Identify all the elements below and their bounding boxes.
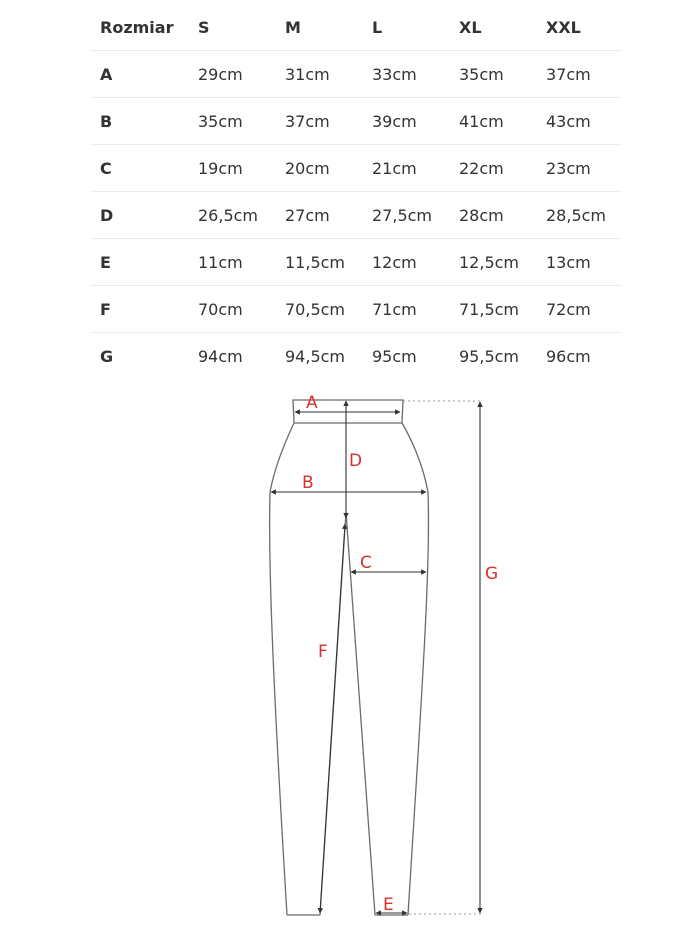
table-cell: 96cm bbox=[546, 346, 591, 366]
guide-lines bbox=[403, 401, 482, 914]
label-d: D bbox=[349, 451, 363, 471]
table-cell: 71,5cm bbox=[449, 286, 536, 333]
leggings-diagram-svg bbox=[0, 380, 700, 933]
table-cell: 35cm bbox=[188, 98, 275, 145]
table-cell: 28cm bbox=[449, 192, 536, 239]
header-xl: XL bbox=[449, 4, 536, 51]
table-cell: 20cm bbox=[275, 145, 362, 192]
table-cell: 13cm bbox=[536, 239, 622, 286]
table-cell: 72cm bbox=[536, 286, 622, 333]
arrow-f bbox=[320, 524, 345, 913]
table-row bbox=[90, 239, 622, 286]
row-label: G bbox=[100, 346, 114, 366]
label-b: B bbox=[302, 473, 314, 493]
table-cell: 26,5cm bbox=[188, 192, 275, 239]
label-c: C bbox=[360, 553, 372, 573]
table-cell: 95,5cm bbox=[459, 346, 520, 366]
table-cell: 28,5cm bbox=[536, 192, 622, 239]
label-f: F bbox=[318, 642, 328, 662]
table-cell: 27cm bbox=[275, 192, 362, 239]
table-cell: 22cm bbox=[449, 145, 536, 192]
table-cell: 39cm bbox=[362, 98, 449, 145]
table-row bbox=[90, 145, 622, 192]
table-cell: 27,5cm bbox=[362, 192, 449, 239]
row-label: E bbox=[90, 239, 188, 286]
right-leg-outer-outline bbox=[402, 423, 428, 915]
table-row bbox=[90, 333, 622, 380]
table-row bbox=[90, 286, 622, 333]
table-cell: 71cm bbox=[362, 286, 449, 333]
leggings-outline bbox=[270, 400, 429, 915]
table-cell: 95cm bbox=[372, 346, 417, 366]
label-e: E bbox=[383, 895, 394, 915]
table-cell: 70,5cm bbox=[275, 286, 362, 333]
table-cell: 43cm bbox=[536, 98, 622, 145]
table-cell: 12cm bbox=[362, 239, 449, 286]
table-cell: 37cm bbox=[275, 98, 362, 145]
table-cell: 94,5cm bbox=[285, 346, 346, 366]
header-size: Rozmiar bbox=[90, 4, 188, 51]
table-cell: 33cm bbox=[362, 51, 449, 98]
table-cell: 70cm bbox=[188, 286, 275, 333]
header-xxl: XXL bbox=[536, 4, 622, 51]
table-cell: 94cm bbox=[198, 346, 243, 366]
row-label: D bbox=[90, 192, 188, 239]
table-row bbox=[90, 98, 622, 145]
row-label: A bbox=[90, 51, 188, 98]
row-label: B bbox=[90, 98, 188, 145]
header-s: S bbox=[188, 4, 275, 51]
header-m: M bbox=[275, 4, 362, 51]
table-cell: 41cm bbox=[449, 98, 536, 145]
header-l: L bbox=[362, 4, 449, 51]
row-label: C bbox=[90, 145, 188, 192]
table-cell: 23cm bbox=[536, 145, 622, 192]
header-row bbox=[90, 4, 622, 51]
label-a: A bbox=[306, 393, 318, 413]
table-row bbox=[90, 192, 622, 239]
table-cell: 21cm bbox=[362, 145, 449, 192]
table-cell: 11cm bbox=[188, 239, 275, 286]
leggings-measurement-diagram bbox=[0, 380, 700, 933]
table-cell: 29cm bbox=[188, 51, 275, 98]
left-leg-outer-outline bbox=[270, 423, 294, 915]
row-label: F bbox=[90, 286, 188, 333]
table-cell: 11,5cm bbox=[275, 239, 362, 286]
label-g: G bbox=[485, 564, 499, 584]
table-cell: 37cm bbox=[536, 51, 622, 98]
table-cell: 19cm bbox=[188, 145, 275, 192]
table-cell: 31cm bbox=[275, 51, 362, 98]
table-cell: 35cm bbox=[449, 51, 536, 98]
table-cell: 12,5cm bbox=[449, 239, 536, 286]
size-table bbox=[90, 4, 622, 379]
table-row bbox=[90, 51, 622, 98]
